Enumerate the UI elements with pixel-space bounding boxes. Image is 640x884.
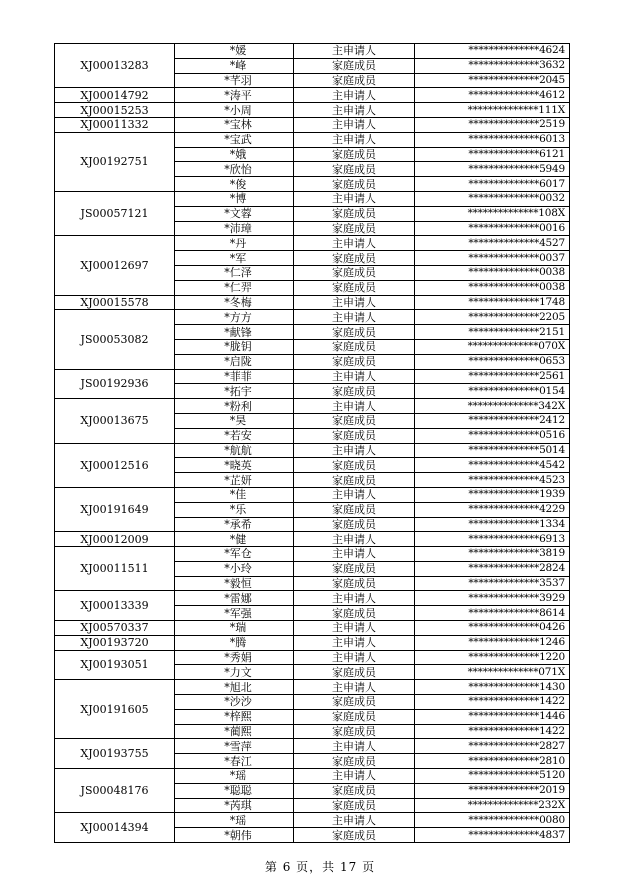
member-name-cell: *军 bbox=[175, 251, 294, 266]
member-name-cell: *昊 bbox=[175, 413, 294, 428]
id-number-cell: **************0016 bbox=[415, 221, 570, 236]
member-role-cell: 家庭成员 bbox=[294, 576, 415, 591]
member-name-cell: *芮琪 bbox=[175, 798, 294, 813]
member-role-cell: 家庭成员 bbox=[294, 724, 415, 739]
member-role-cell: 家庭成员 bbox=[294, 221, 415, 236]
member-name-cell: *方方 bbox=[175, 310, 294, 325]
id-number-cell: **************2151 bbox=[415, 325, 570, 340]
id-number-cell: **************1430 bbox=[415, 680, 570, 695]
member-name-cell: *朝伟 bbox=[175, 828, 294, 843]
table-row bbox=[55, 547, 570, 562]
table-row bbox=[55, 103, 570, 118]
id-number-cell: **************2412 bbox=[415, 413, 570, 428]
id-number-cell: **************071X bbox=[415, 665, 570, 680]
table-row bbox=[55, 650, 570, 665]
member-role-cell: 家庭成员 bbox=[294, 280, 415, 295]
member-role-cell: 家庭成员 bbox=[294, 413, 415, 428]
id-number-cell: **************1422 bbox=[415, 695, 570, 710]
id-number-cell: **************4624 bbox=[415, 44, 570, 59]
id-number-cell: **************1446 bbox=[415, 709, 570, 724]
member-name-cell: *拓宇 bbox=[175, 384, 294, 399]
member-role-cell: 家庭成员 bbox=[294, 265, 415, 280]
member-role-cell: 主申请人 bbox=[294, 621, 415, 636]
id-number-cell: **************0653 bbox=[415, 354, 570, 369]
member-name-cell: *博 bbox=[175, 191, 294, 206]
member-name-cell: *沛璋 bbox=[175, 221, 294, 236]
member-role-cell: 家庭成员 bbox=[294, 695, 415, 710]
member-name-cell: *胧钥 bbox=[175, 339, 294, 354]
member-name-cell: *聪聪 bbox=[175, 783, 294, 798]
table-row bbox=[55, 132, 570, 147]
id-number-cell: **************4523 bbox=[415, 473, 570, 488]
member-name-cell: *瑶 bbox=[175, 769, 294, 784]
application-number-cell: XJ00193051 bbox=[55, 650, 175, 680]
table-row bbox=[55, 591, 570, 606]
application-number-cell: XJ00013283 bbox=[55, 44, 175, 88]
member-name-cell: *芷妍 bbox=[175, 473, 294, 488]
member-role-cell: 主申请人 bbox=[294, 236, 415, 251]
member-name-cell: *毅恒 bbox=[175, 576, 294, 591]
member-role-cell: 家庭成员 bbox=[294, 665, 415, 680]
member-name-cell: *宝武 bbox=[175, 132, 294, 147]
member-role-cell: 家庭成员 bbox=[294, 754, 415, 769]
member-name-cell: *宝林 bbox=[175, 117, 294, 132]
member-role-cell: 主申请人 bbox=[294, 532, 415, 547]
member-role-cell: 家庭成员 bbox=[294, 606, 415, 621]
id-number-cell: **************2827 bbox=[415, 739, 570, 754]
member-name-cell: *媛 bbox=[175, 44, 294, 59]
member-name-cell: *启陇 bbox=[175, 354, 294, 369]
id-number-cell: **************2045 bbox=[415, 73, 570, 88]
member-role-cell: 家庭成员 bbox=[294, 177, 415, 192]
member-role-cell: 主申请人 bbox=[294, 117, 415, 132]
id-number-cell: **************2519 bbox=[415, 117, 570, 132]
member-role-cell: 家庭成员 bbox=[294, 206, 415, 221]
member-name-cell: *娥 bbox=[175, 147, 294, 162]
member-name-cell: *文蓉 bbox=[175, 206, 294, 221]
page-number: 第 6 页，共 17 页 bbox=[264, 860, 376, 874]
member-role-cell: 家庭成员 bbox=[294, 517, 415, 532]
application-number-cell: XJ00012009 bbox=[55, 532, 175, 547]
member-role-cell: 主申请人 bbox=[294, 310, 415, 325]
member-name-cell: *雷娜 bbox=[175, 591, 294, 606]
id-number-cell: **************0038 bbox=[415, 280, 570, 295]
member-name-cell: *丹 bbox=[175, 236, 294, 251]
application-number-cell: XJ00191649 bbox=[55, 487, 175, 531]
id-number-cell: **************232X bbox=[415, 798, 570, 813]
member-role-cell: 主申请人 bbox=[294, 88, 415, 103]
id-number-cell: **************5949 bbox=[415, 162, 570, 177]
table-body bbox=[55, 44, 570, 843]
table-row bbox=[55, 443, 570, 458]
table-row bbox=[55, 399, 570, 414]
application-number-cell: XJ00013675 bbox=[55, 399, 175, 443]
member-name-cell: *若安 bbox=[175, 428, 294, 443]
member-role-cell: 家庭成员 bbox=[294, 354, 415, 369]
id-number-cell: **************2824 bbox=[415, 561, 570, 576]
id-number-cell: **************3537 bbox=[415, 576, 570, 591]
id-number-cell: **************2205 bbox=[415, 310, 570, 325]
application-number-cell: XJ00192751 bbox=[55, 132, 175, 191]
member-role-cell: 主申请人 bbox=[294, 591, 415, 606]
id-number-cell: **************0516 bbox=[415, 428, 570, 443]
id-number-cell: **************1220 bbox=[415, 650, 570, 665]
member-role-cell: 主申请人 bbox=[294, 399, 415, 414]
member-name-cell: *献锋 bbox=[175, 325, 294, 340]
member-role-cell: 主申请人 bbox=[294, 369, 415, 384]
member-name-cell: *军仓 bbox=[175, 547, 294, 562]
member-role-cell: 主申请人 bbox=[294, 680, 415, 695]
member-name-cell: *瑶 bbox=[175, 813, 294, 828]
member-name-cell: *航航 bbox=[175, 443, 294, 458]
member-role-cell: 家庭成员 bbox=[294, 428, 415, 443]
table-row bbox=[55, 44, 570, 59]
member-name-cell: *军强 bbox=[175, 606, 294, 621]
application-number-cell: XJ00015253 bbox=[55, 103, 175, 118]
application-number-cell: XJ00011511 bbox=[55, 547, 175, 591]
table-row bbox=[55, 236, 570, 251]
member-name-cell: *冬梅 bbox=[175, 295, 294, 310]
id-number-cell: **************0032 bbox=[415, 191, 570, 206]
application-number-cell: XJ00014394 bbox=[55, 813, 175, 843]
member-name-cell: *小周 bbox=[175, 103, 294, 118]
applicant-table bbox=[54, 43, 570, 843]
member-role-cell: 家庭成员 bbox=[294, 384, 415, 399]
application-number-cell: XJ00014792 bbox=[55, 88, 175, 103]
id-number-cell: **************0080 bbox=[415, 813, 570, 828]
application-number-cell: XJ00012697 bbox=[55, 236, 175, 295]
id-number-cell: **************5014 bbox=[415, 443, 570, 458]
id-number-cell: **************3632 bbox=[415, 58, 570, 73]
member-role-cell: 主申请人 bbox=[294, 650, 415, 665]
member-name-cell: *梓熙 bbox=[175, 709, 294, 724]
member-name-cell: *乐 bbox=[175, 502, 294, 517]
member-role-cell: 家庭成员 bbox=[294, 339, 415, 354]
member-role-cell: 主申请人 bbox=[294, 191, 415, 206]
member-name-cell: *健 bbox=[175, 532, 294, 547]
member-name-cell: *蔺熙 bbox=[175, 724, 294, 739]
member-role-cell: 主申请人 bbox=[294, 487, 415, 502]
table-row bbox=[55, 769, 570, 784]
id-number-cell: **************0154 bbox=[415, 384, 570, 399]
id-number-cell: **************2810 bbox=[415, 754, 570, 769]
id-number-cell: **************070X bbox=[415, 339, 570, 354]
application-number-cell: XJ00012516 bbox=[55, 443, 175, 487]
application-number-cell: JS00053082 bbox=[55, 310, 175, 369]
table-row bbox=[55, 621, 570, 636]
id-number-cell: **************1334 bbox=[415, 517, 570, 532]
member-role-cell: 主申请人 bbox=[294, 443, 415, 458]
member-role-cell: 家庭成员 bbox=[294, 709, 415, 724]
table-row bbox=[55, 739, 570, 754]
member-role-cell: 主申请人 bbox=[294, 132, 415, 147]
id-number-cell: **************0037 bbox=[415, 251, 570, 266]
member-name-cell: *仁羿 bbox=[175, 280, 294, 295]
id-number-cell: **************5120 bbox=[415, 769, 570, 784]
application-number-cell: JS00192936 bbox=[55, 369, 175, 399]
member-role-cell: 家庭成员 bbox=[294, 325, 415, 340]
member-role-cell: 家庭成员 bbox=[294, 251, 415, 266]
table-row bbox=[55, 88, 570, 103]
member-name-cell: *峰 bbox=[175, 58, 294, 73]
id-number-cell: **************6013 bbox=[415, 132, 570, 147]
table-row bbox=[55, 117, 570, 132]
application-number-cell: XJ00191605 bbox=[55, 680, 175, 739]
member-name-cell: *晓英 bbox=[175, 458, 294, 473]
member-role-cell: 家庭成员 bbox=[294, 147, 415, 162]
table-row bbox=[55, 813, 570, 828]
id-number-cell: **************6121 bbox=[415, 147, 570, 162]
member-role-cell: 主申请人 bbox=[294, 813, 415, 828]
application-number-cell: XJ00013339 bbox=[55, 591, 175, 621]
id-number-cell: **************4612 bbox=[415, 88, 570, 103]
member-role-cell: 家庭成员 bbox=[294, 561, 415, 576]
application-number-cell: JS00057121 bbox=[55, 191, 175, 235]
id-number-cell: **************1422 bbox=[415, 724, 570, 739]
application-number-cell: XJ00015578 bbox=[55, 295, 175, 310]
id-number-cell: **************108X bbox=[415, 206, 570, 221]
member-name-cell: *芊羽 bbox=[175, 73, 294, 88]
id-number-cell: **************6017 bbox=[415, 177, 570, 192]
member-role-cell: 主申请人 bbox=[294, 295, 415, 310]
id-number-cell: **************3819 bbox=[415, 547, 570, 562]
id-number-cell: **************4229 bbox=[415, 502, 570, 517]
member-name-cell: *力文 bbox=[175, 665, 294, 680]
id-number-cell: **************3929 bbox=[415, 591, 570, 606]
id-number-cell: **************4837 bbox=[415, 828, 570, 843]
member-name-cell: *涛平 bbox=[175, 88, 294, 103]
table-row bbox=[55, 369, 570, 384]
application-number-cell: XJ00193720 bbox=[55, 635, 175, 650]
table-row bbox=[55, 191, 570, 206]
id-number-cell: **************4542 bbox=[415, 458, 570, 473]
member-role-cell: 家庭成员 bbox=[294, 502, 415, 517]
member-role-cell: 主申请人 bbox=[294, 547, 415, 562]
member-role-cell: 主申请人 bbox=[294, 44, 415, 59]
member-role-cell: 家庭成员 bbox=[294, 783, 415, 798]
member-name-cell: *旭北 bbox=[175, 680, 294, 695]
id-number-cell: **************1748 bbox=[415, 295, 570, 310]
id-number-cell: **************342X bbox=[415, 399, 570, 414]
table-row bbox=[55, 532, 570, 547]
member-name-cell: *秀娟 bbox=[175, 650, 294, 665]
table-row bbox=[55, 680, 570, 695]
member-name-cell: *俊 bbox=[175, 177, 294, 192]
member-role-cell: 家庭成员 bbox=[294, 73, 415, 88]
member-name-cell: *承希 bbox=[175, 517, 294, 532]
table-row bbox=[55, 295, 570, 310]
member-role-cell: 家庭成员 bbox=[294, 458, 415, 473]
member-name-cell: *沙沙 bbox=[175, 695, 294, 710]
member-name-cell: *仁泽 bbox=[175, 265, 294, 280]
member-name-cell: *瑞 bbox=[175, 621, 294, 636]
member-name-cell: *佳 bbox=[175, 487, 294, 502]
application-number-cell: XJ00570337 bbox=[55, 621, 175, 636]
table-row bbox=[55, 310, 570, 325]
table-row bbox=[55, 635, 570, 650]
id-number-cell: **************1939 bbox=[415, 487, 570, 502]
id-number-cell: **************8614 bbox=[415, 606, 570, 621]
member-name-cell: *春江 bbox=[175, 754, 294, 769]
application-number-cell: JS00048176 bbox=[55, 769, 175, 813]
id-number-cell: **************111X bbox=[415, 103, 570, 118]
id-number-cell: **************0426 bbox=[415, 621, 570, 636]
member-name-cell: *雪萍 bbox=[175, 739, 294, 754]
id-number-cell: **************2019 bbox=[415, 783, 570, 798]
member-name-cell: *小玲 bbox=[175, 561, 294, 576]
member-role-cell: 主申请人 bbox=[294, 739, 415, 754]
application-number-cell: XJ00193755 bbox=[55, 739, 175, 769]
member-role-cell: 家庭成员 bbox=[294, 828, 415, 843]
member-name-cell: *腾 bbox=[175, 635, 294, 650]
id-number-cell: **************2561 bbox=[415, 369, 570, 384]
member-role-cell: 家庭成员 bbox=[294, 473, 415, 488]
member-name-cell: *欣怡 bbox=[175, 162, 294, 177]
member-role-cell: 家庭成员 bbox=[294, 798, 415, 813]
member-role-cell: 主申请人 bbox=[294, 769, 415, 784]
member-role-cell: 家庭成员 bbox=[294, 162, 415, 177]
table-row bbox=[55, 487, 570, 502]
id-number-cell: **************4527 bbox=[415, 236, 570, 251]
application-number-cell: XJ00011332 bbox=[55, 117, 175, 132]
member-name-cell: *粉利 bbox=[175, 399, 294, 414]
id-number-cell: **************1246 bbox=[415, 635, 570, 650]
member-role-cell: 主申请人 bbox=[294, 103, 415, 118]
member-name-cell: *菲菲 bbox=[175, 369, 294, 384]
id-number-cell: **************6913 bbox=[415, 532, 570, 547]
member-role-cell: 家庭成员 bbox=[294, 58, 415, 73]
member-role-cell: 主申请人 bbox=[294, 635, 415, 650]
id-number-cell: **************0038 bbox=[415, 265, 570, 280]
